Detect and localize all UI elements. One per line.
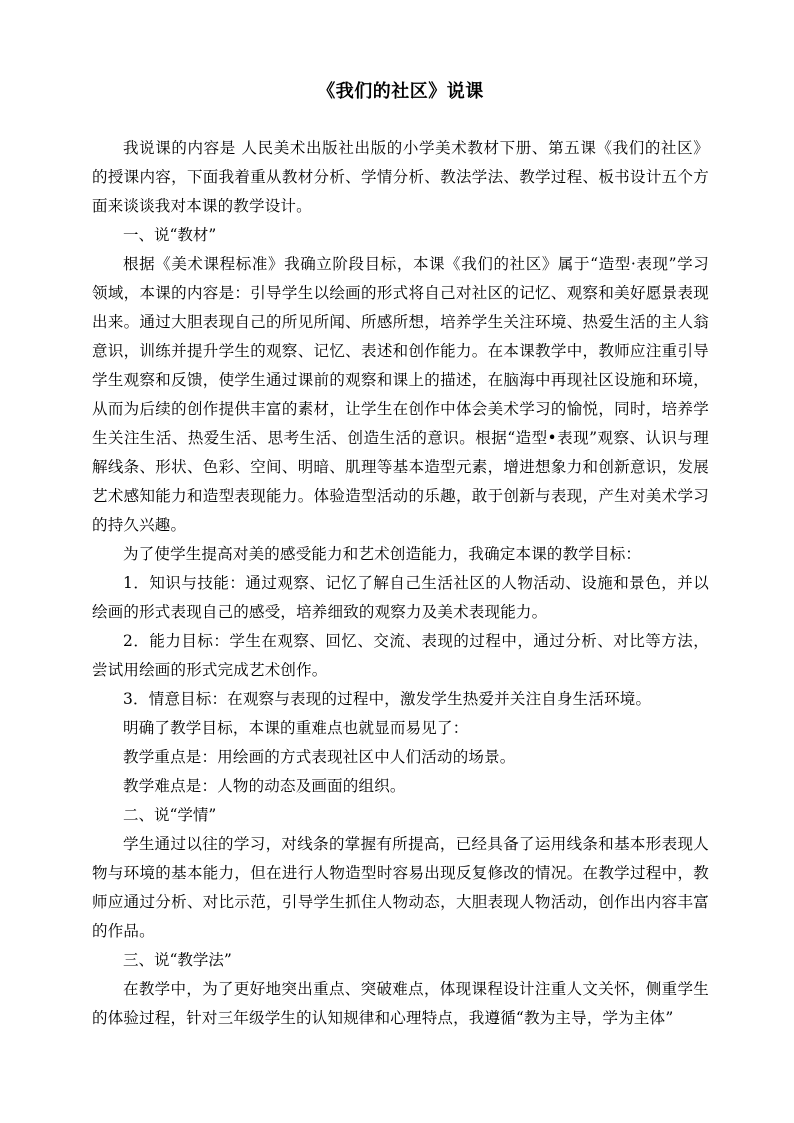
- section-heading-textbook: 一、说“教材”: [123, 226, 217, 244]
- paragraph-difficult-point: 教学难点是：人物的动态及画面的组织。: [123, 777, 406, 795]
- paragraph-learner-analysis: 学生通过以往的学习，对线条的掌握有所提高，已经具备了运用线条和基本形表现人物与环境的基本能力，但在进行人物造型时容易出现反复修改的情况。在教学过程中，教师应通过分析、对比示范，引导学生抓住人物动态，大胆表现人物活动，创作出内容丰富的作品。: [92, 835, 709, 940]
- section-heading-learners: 二、说“学情”: [123, 806, 217, 824]
- document-title: 《我们的社区》说课: [317, 81, 484, 102]
- paragraph-objective-ability: 2．能力目标：学生在观察、回忆、交流、表现的过程中，通过分析、对比等方法，尝试用绘画的形式完成艺术创作。: [92, 632, 709, 679]
- section-heading-methods: 三、说“教学法”: [123, 951, 232, 969]
- paragraph-intro: 我说课的内容是 人民美术出版社出版的小学美术教材下册、第五课《我们的社区》的授课内容，下面我着重从教材分析、学情分析、教法学法、教学过程、板书设计五个方面来谈谈我对本课的教学设计。: [92, 139, 709, 215]
- paragraph-key-point: 教学重点是：用绘画的方式表现社区中人们活动的场景。: [123, 748, 516, 766]
- paragraph-objective-knowledge: 1．知识与技能：通过观察、记忆了解自己生活社区的人物活动、设施和景色，并以绘画的形式表现自己的感受，培养细致的观察力及美术表现能力。: [92, 574, 709, 621]
- paragraph-textbook-analysis: 根据《美术课程标准》我确立阶段目标，本课《我们的社区》属于“造型·表现”学习领域，本课的内容是：引导学生以绘画的形式将自己对社区的记忆、观察和美好愿景表现出来。通过大胆表现自己的所见所闻、所感所想，培养学生关注环境、热爱生活的主人翁意识，训练并提升学生的观察、记忆、表述和创作能力。在本课教学中，教师应注重引导学生观察和反馈，使学生通过课前的观察和课上的描述，在脑海中再现社区设施和环境，从而为后续的创作提供丰富的素材，让学生在创作中体会美术学习的愉悦，同时，培养学生关注生活、热爱生活、思考生活、创造生活的意识。根据“造型•表现”观察、认识与理解线条、形状、色彩、空间、明暗、肌理等基本造型元素，增进想象力和创新意识，发展艺术感知能力和造型表现能力。体验造型活动的乐趣，敢于创新与表现，产生对美术学习的持久兴趣。: [92, 255, 709, 534]
- paragraph-objective-emotion: 3．情意目标：在观察与表现的过程中，激发学生热爱并关注自身生活环境。: [123, 690, 652, 708]
- paragraph-objectives-intro: 为了使学生提高对美的感受能力和艺术创造能力，我确定本课的教学目标：: [123, 545, 642, 563]
- paragraph-key-points-intro: 明确了教学目标，本课的重难点也就显而易见了：: [123, 719, 469, 737]
- paragraph-teaching-methods: 在教学中，为了更好地突出重点、突破难点，体现课程设计注重人文关怀，侧重学生的体验过程，针对三年级学生的认知规律和心理特点，我遵循“教为主导，学为主体”: [92, 980, 709, 1027]
